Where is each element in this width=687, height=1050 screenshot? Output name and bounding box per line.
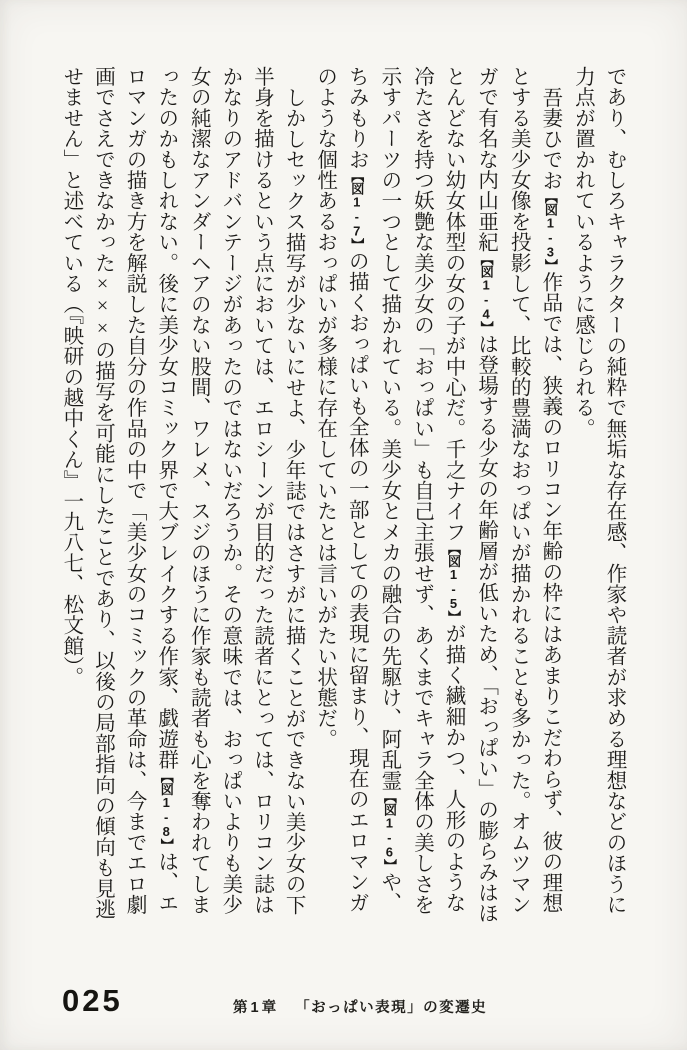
paragraph [54, 66, 308, 932]
text-run: が描く繊細かつ、人形のような冷たさを持つ妖艶な美少女の「おっぱい」も自己主張せず、あくまでキャラ全体の美しさを示すパーツの一つとして描かれている。美少女とメカの融合の先駆け、阿乱霊 [377, 66, 465, 915]
text-run: 吾妻ひでお [538, 86, 561, 190]
chapter-label: 第1章 [233, 1000, 280, 1016]
text-run: や、ちみもりお [345, 66, 400, 913]
figure-reference: 【図1-3】 [542, 190, 558, 271]
body-text [54, 66, 629, 932]
text-run: 作品では、狭義のロリコン年齢の枠にはあまりこだわらず、彼の理想とする美少女像を投影して、比較的豊満なおっぱいが描かれることも多かった。オムツマンガで有名な内山亜紀 [474, 66, 561, 915]
text-run: は、エロマンガの描き方を解説した自分の作品の中で「美少女のコミックの革命は、今までエロ劇画でさえできなかった×××の描写を可能にしたことであり、以後の局部指向の傾向も見逃せません」と述べている（『映研の越中くん』一九八七、松文館）。 [59, 66, 177, 920]
text-run: しかしセックス描写が少ないにせよ、少年誌ではさすがに描くことができない美少女の下半身を描けるという点においては、エロシーンが目的だった読者にとっては、ロリコン誌はかなりのアドバンテージがあったのではないだろうか。その意味では、おっぱいよりも美少女の純潔なアンダーヘアのない股間、ワレメ、スジのほうに作家も読者も心を奪われてしまったのかもしれない。後に美少女コミック界で大ブレイクする作家、戯遊群 [154, 66, 305, 915]
running-footer [233, 996, 487, 1017]
text-run: であり、むしろキャラクターの純粋で無垢な存在感、作家や読者が求める理想などのほうに力点が置かれているように感じられる。 [571, 66, 625, 915]
figure-reference: 【図1-6】 [381, 790, 397, 872]
figure-reference: 【図1-7】 [349, 169, 365, 251]
text-run: は登場する少女の年齢層が低いため、「おっぱい」の膨らみはほとんどない幼女体型の女の子が中心だ。千之ナイフ [442, 66, 497, 924]
paragraph [566, 66, 629, 932]
text-run: の描くおっぱいも全体の一部としての表現に留まり、現在のエロマンガのような個性あるおっぱいが多様に存在していたとは言いがたい状態だ。 [313, 66, 368, 913]
paragraph [308, 66, 566, 932]
figure-reference: 【図1-8】 [158, 769, 174, 851]
chapter-title: 「おっぱい表現」の変遷史 [295, 1000, 488, 1016]
figure-reference: 【図1-5】 [446, 542, 462, 624]
page-number: 025 [62, 983, 123, 1018]
figure-reference: 【図1-4】 [478, 252, 494, 334]
